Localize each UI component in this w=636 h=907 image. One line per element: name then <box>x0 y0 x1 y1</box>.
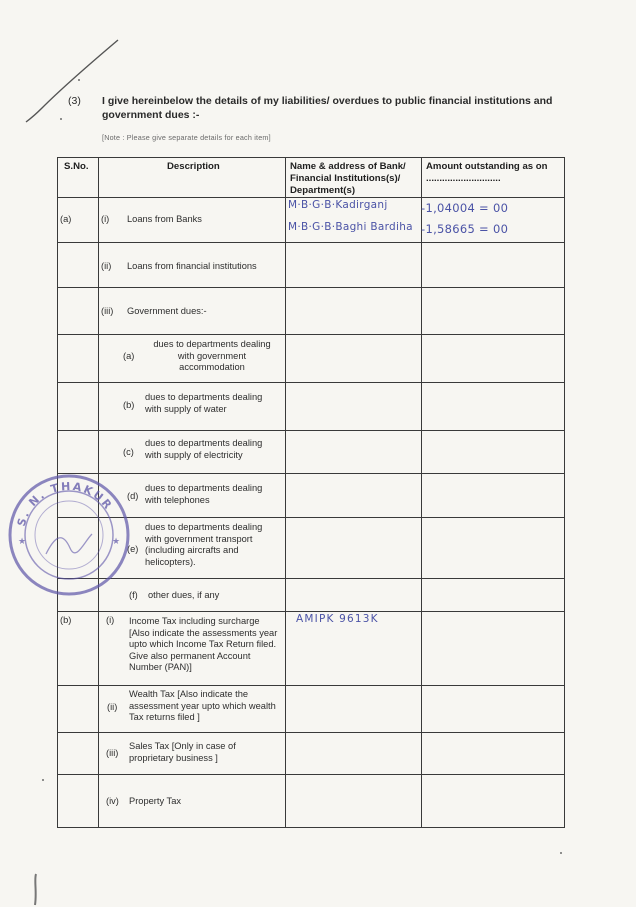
handwritten-amount-1: -1,04004 = 00 <box>421 201 509 215</box>
row-description: Wealth Tax [Also indicate the assessment year upto which wealth Tax returns filed ] <box>129 689 276 722</box>
row-rule <box>57 732 565 733</box>
official-stamp <box>6 472 132 598</box>
header-description: Description <box>167 161 220 172</box>
row-number: (ii) <box>107 702 118 712</box>
row-rule <box>57 287 565 288</box>
svg-text:S. N. THAKUR: S. N. THAKUR <box>14 479 116 528</box>
column-rule <box>421 157 422 828</box>
row-number: (iii) <box>101 306 114 316</box>
row-description: dues to departments dealing with telephones <box>145 483 263 505</box>
row-rule <box>57 827 565 828</box>
row-description: Government dues:- <box>127 306 207 316</box>
section-text: I give hereinbelow the details of my liabilities/ overdues to public financial institutions and government dues :- <box>102 95 553 121</box>
row-rule <box>57 473 565 474</box>
section-number: (3) <box>68 95 81 107</box>
handwritten-amount-2: -1,58665 = 00 <box>421 222 509 236</box>
row-description: Loans from financial institutions <box>127 261 257 271</box>
row-rule <box>57 611 565 612</box>
row-rule <box>57 382 565 383</box>
liabilities-table <box>57 157 565 828</box>
row-number: (f) <box>129 590 138 600</box>
row-description: dues to departments dealing with government transport (including aircrafts and helicopters). <box>145 522 263 567</box>
row-rule <box>57 578 565 579</box>
row-number: (b) <box>123 400 135 410</box>
row-number: (d) <box>127 491 139 501</box>
handwritten-bank-1: M·B·G·B·Kadirganj <box>288 199 388 211</box>
row-description: Property Tax <box>129 796 182 806</box>
row-description: dues to departments dealing with supply of electricity <box>145 438 263 460</box>
row-number: (a) <box>123 351 135 361</box>
scan-speck <box>60 118 62 120</box>
scan-speck <box>42 779 44 781</box>
row-number: (ii) <box>101 261 112 271</box>
row-rule <box>57 157 565 158</box>
column-rule <box>564 157 565 828</box>
row-rule <box>57 334 565 335</box>
handwritten-bank-2: M·B·G·B·Baghi Bardiha <box>288 221 413 233</box>
header-sno: S.No. <box>64 161 89 172</box>
row-rule <box>57 774 565 775</box>
row-number: (i) <box>101 214 110 224</box>
row-description: other dues, if any <box>148 590 220 600</box>
row-number: (iv) <box>106 796 119 806</box>
row-number: (i) <box>106 615 115 625</box>
row-rule <box>57 517 565 518</box>
row-number: (iii) <box>106 748 119 758</box>
sno-b: (b) <box>60 615 72 625</box>
header-bank: Name & address of Bank/ Financial Institutions(s)/ Department(s) <box>290 161 406 196</box>
handwritten-pan: AMIPK 9613K <box>296 613 379 625</box>
row-rule <box>57 197 565 198</box>
svg-text:★: ★ <box>112 536 121 546</box>
row-rule <box>57 685 565 686</box>
row-number: (c) <box>123 447 134 457</box>
header-amount: Amount outstanding as on ............................ <box>426 161 548 184</box>
scan-speck <box>560 852 562 854</box>
row-rule <box>57 430 565 431</box>
scan-speck <box>78 79 80 81</box>
row-description: Income Tax including surcharge [Also indicate the assessments year upto which Income Tax Return filed. Give also permanent Account Number (PAN)] <box>129 616 278 672</box>
sno-a: (a) <box>60 214 72 224</box>
row-description: dues to departments dealing with government accommodation <box>153 339 271 372</box>
row-number: (e) <box>127 544 139 554</box>
row-description: dues to departments dealing with supply of water <box>145 392 263 414</box>
svg-text:★: ★ <box>18 536 27 546</box>
section-note: [Note : Please give separate details for each item] <box>102 133 271 142</box>
row-description: Loans from Banks <box>127 214 202 224</box>
row-description: Sales Tax [Only in case of proprietary business ] <box>129 741 236 763</box>
column-rule <box>285 157 286 828</box>
row-rule <box>57 242 565 243</box>
